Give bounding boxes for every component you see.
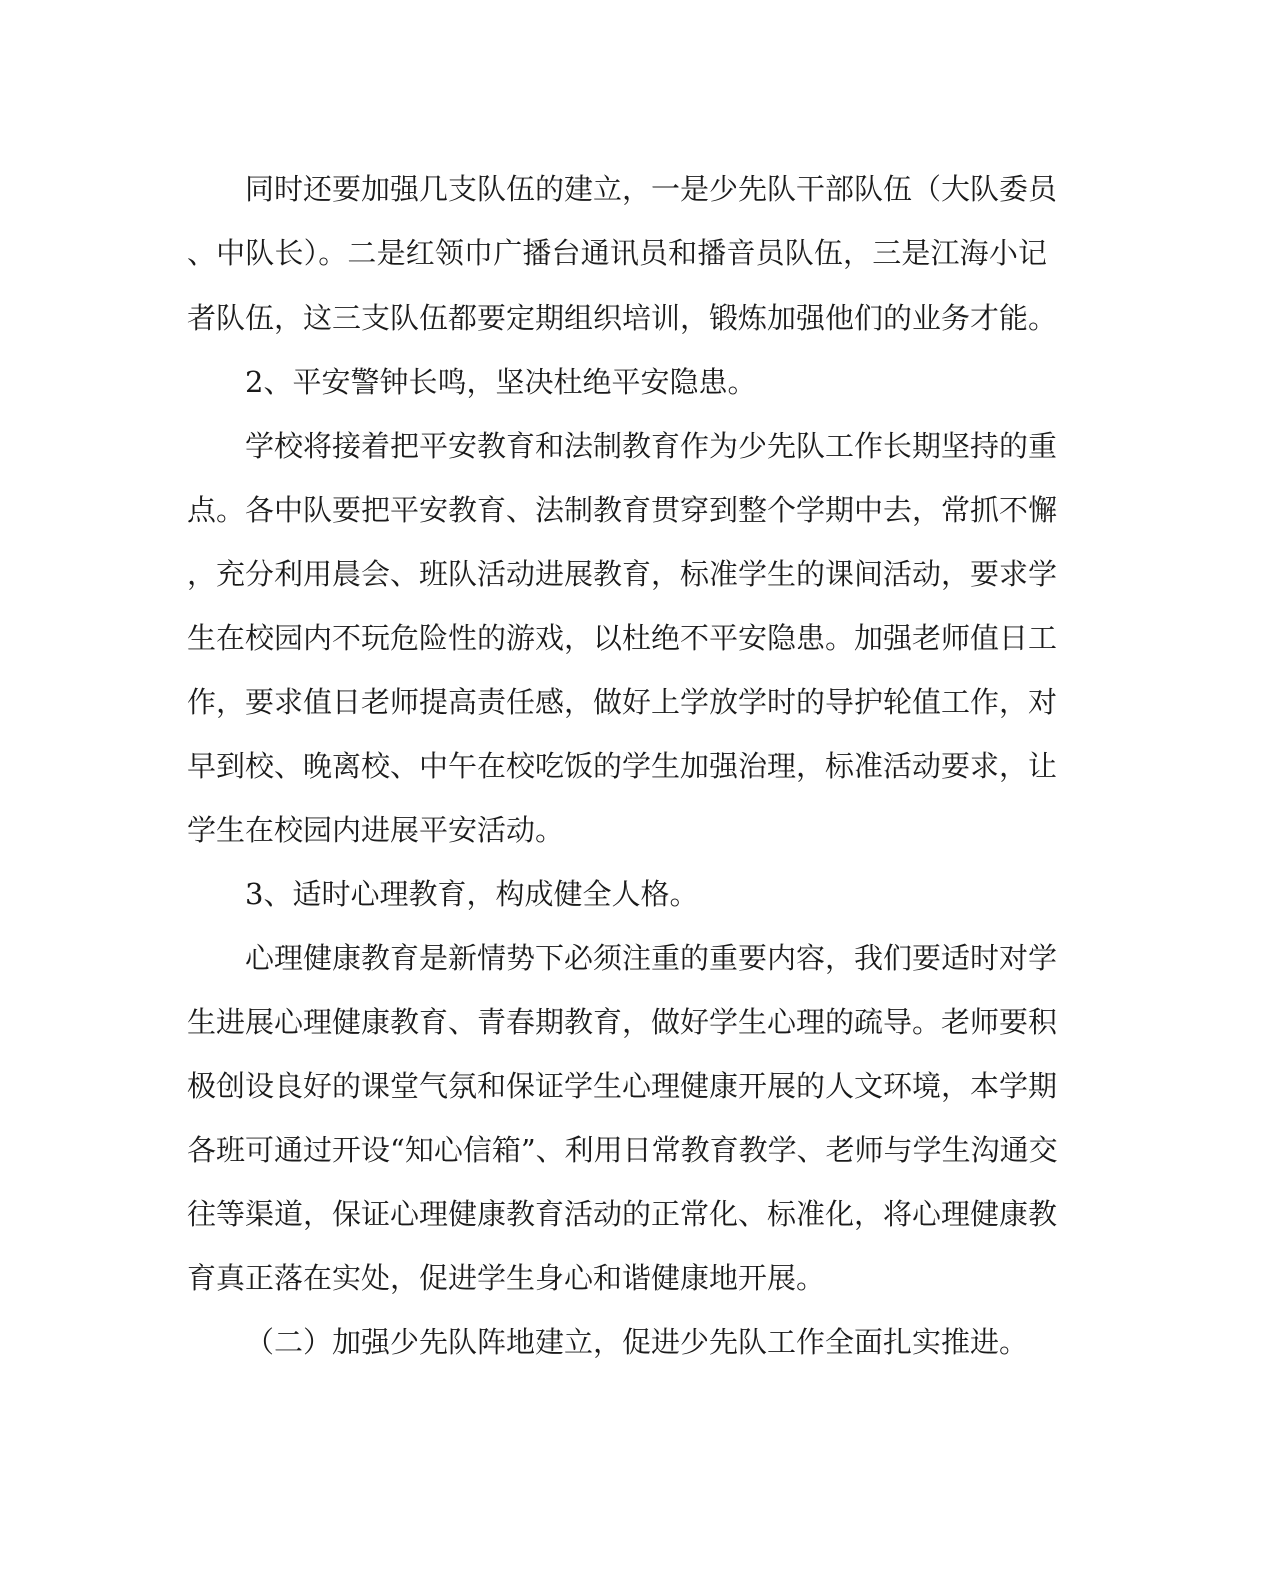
paragraph-line: 点。各中队要把平安教育、法制教育贯穿到整个学期中去，常抓不懈 <box>187 493 1058 527</box>
section-heading: 2、平安警钟长鸣，坚决杜绝平安隐患。 <box>245 365 757 399</box>
paragraph-line: 早到校、晚离校、中午在校吃饭的学生加强治理，标准活动要求，让 <box>187 749 1058 783</box>
paragraph-line: 往等渠道，保证心理健康教育活动的正常化、标准化，将心理健康教 <box>187 1197 1058 1231</box>
paragraph-line: 同时还要加强几支队伍的建立，一是少先队干部队伍（大队委员 <box>245 172 1058 206</box>
paragraph-line: 作，要求值日老师提高责任感，做好上学放学时的导护轮值工作，对 <box>187 685 1058 719</box>
paragraph-line: 育真正落在实处，促进学生身心和谐健康地开展。 <box>187 1261 826 1295</box>
paragraph-line: 者队伍，这三支队伍都要定期组织培训，锻炼加强他们的业务才能。 <box>187 301 1058 335</box>
paragraph-line: ，充分利用晨会、班队活动进展教育，标准学生的课间活动，要求学 <box>187 557 1058 591</box>
paragraph-line: 极创设良好的课堂气氛和保证学生心理健康开展的人文环境，本学期 <box>187 1069 1058 1103</box>
paragraph-line: 学校将接着把平安教育和法制教育作为少先队工作长期坚持的重 <box>245 429 1058 463</box>
paragraph-line: 各班可通过开设“知心信箱”、利用日常教育教学、老师与学生沟通交 <box>187 1133 1058 1167</box>
paragraph-line: 学生在校园内进展平安活动。 <box>187 813 565 847</box>
paragraph-line: 心理健康教育是新情势下必须注重的重要内容，我们要适时对学 <box>245 941 1058 975</box>
paragraph-line: 生进展心理健康教育、青春期教育，做好学生心理的疏导。老师要积 <box>187 1005 1058 1039</box>
section-heading: 3、适时心理教育，构成健全人格。 <box>245 877 699 911</box>
section-heading: （二）加强少先队阵地建立，促进少先队工作全面扎实推进。 <box>245 1325 1029 1359</box>
paragraph-line: 生在校园内不玩危险性的游戏，以杜绝不平安隐患。加强老师值日工 <box>187 621 1058 655</box>
paragraph-line: 、中队长）。二是红领巾广播台通讯员和播音员队伍，三是江海小记 <box>187 236 1047 270</box>
